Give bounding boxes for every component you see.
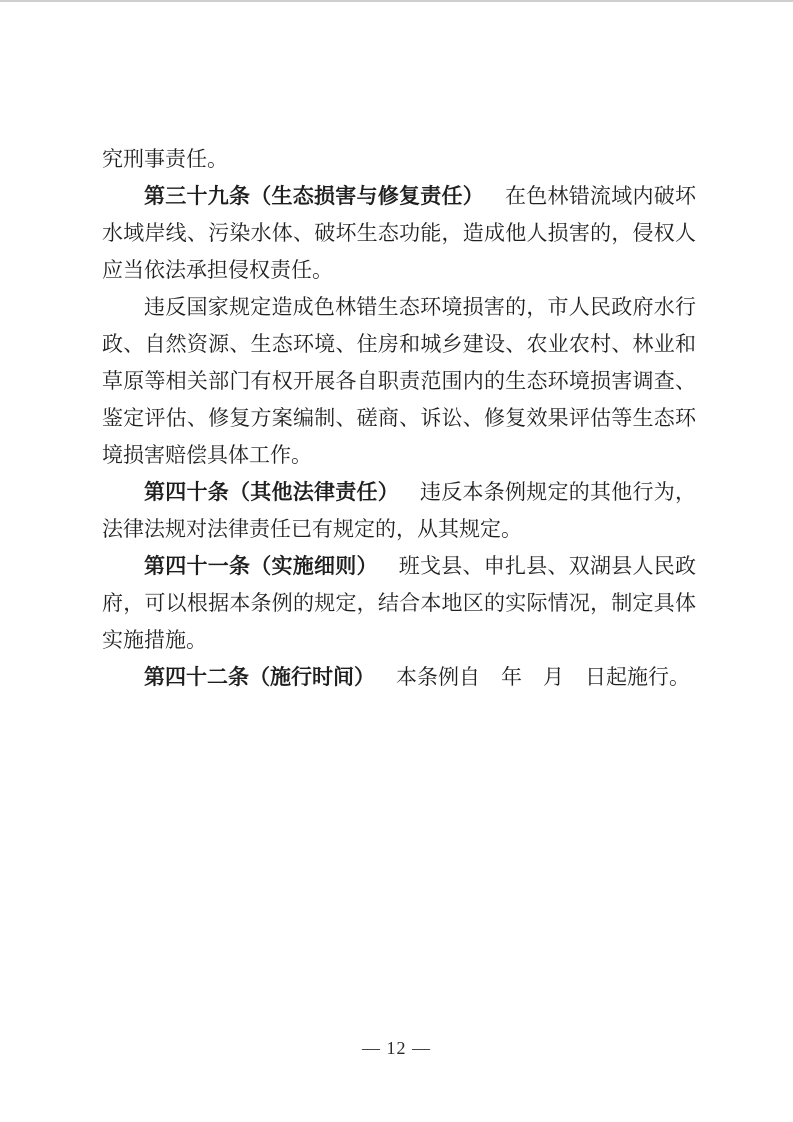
paragraph-text: 本条例自 年 月 日起施行。 bbox=[396, 665, 690, 689]
paragraph-text: 班戈县、申扎县、双湖县人民政府，可以根据本条例的规定，结合本地区的实际情况，制定具体实施措施。 bbox=[102, 554, 696, 652]
article-42 bbox=[102, 659, 696, 696]
article-39-paragraph-2 bbox=[102, 289, 696, 474]
paragraph-text: 违反本条例规定的其他行为，法律法规对法律责任已有规定的，从其规定。 bbox=[102, 480, 696, 541]
page-footer bbox=[0, 1036, 793, 1060]
article-40-heading: 第四十条（其他法律责任） bbox=[144, 480, 399, 504]
article-39 bbox=[102, 178, 696, 289]
page-number: — 12 — bbox=[362, 1038, 431, 1058]
article-41 bbox=[102, 548, 696, 659]
article-39-heading: 第三十九条（生态损害与修复责任） bbox=[144, 184, 484, 208]
page-top-border bbox=[0, 0, 793, 2]
paragraph-text: 在色林错流域内破坏水域岸线、污染水体、破坏生态功能，造成他人损害的，侵权人应当依法承担侵权责任。 bbox=[102, 184, 696, 282]
article-42-heading: 第四十二条（施行时间） bbox=[144, 665, 375, 689]
paragraph-continuation bbox=[102, 141, 696, 178]
article-41-heading: 第四十一条（实施细则） bbox=[144, 554, 378, 578]
document-body bbox=[102, 141, 696, 696]
paragraph-text: 违反国家规定造成色林错生态环境损害的，市人民政府水行政、自然资源、生态环境、住房和城乡建设、农业农村、林业和草原等相关部门有权开展各自职责范围内的生态环境损害调查、鉴定评估、修复方案编制、磋商、诉讼、修复效果评估等生态环境损害赔偿具体工作。 bbox=[102, 295, 696, 467]
paragraph-text: 究刑事责任。 bbox=[102, 147, 228, 171]
article-40 bbox=[102, 474, 696, 548]
